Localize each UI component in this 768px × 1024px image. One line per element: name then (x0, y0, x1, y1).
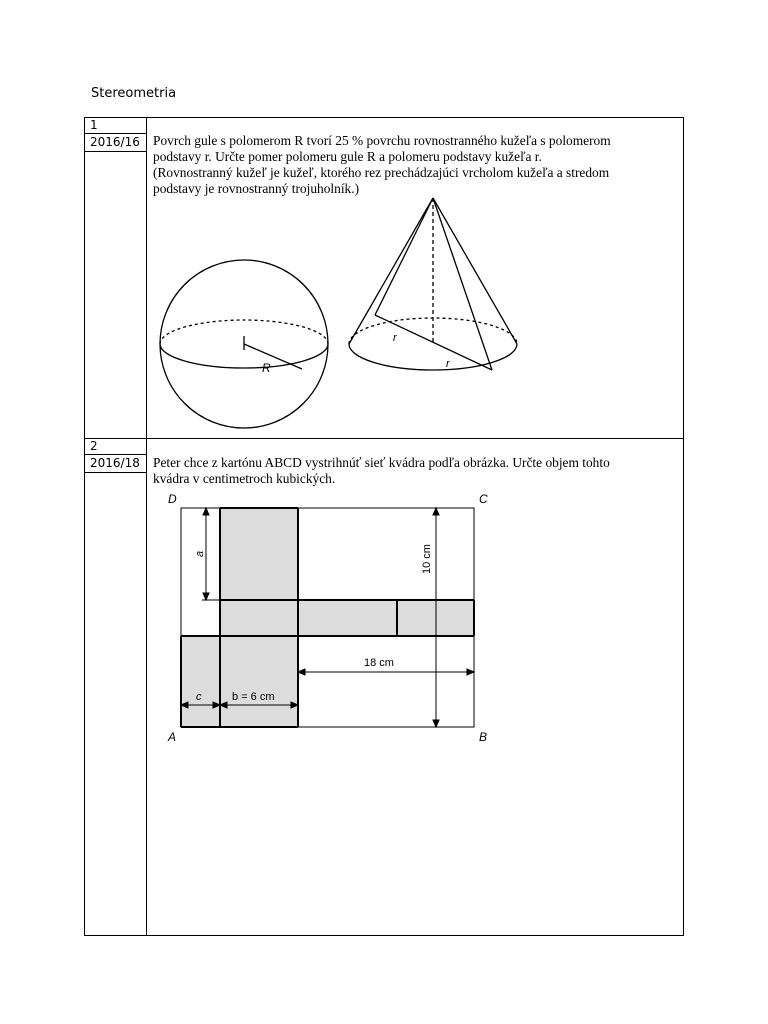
arrow-head (298, 669, 305, 675)
dim-a-label: a (194, 550, 206, 557)
net-face (181, 636, 220, 727)
sphere-radius-label: R (262, 361, 271, 375)
problem-text-line: podstavy r. Určte pomer polomeru gule R a polomeru podstavy kužeľa r. (153, 149, 542, 164)
net-faces (181, 508, 474, 727)
problem-text-line: Povrch gule s polomerom R tvorí 25 % povrchu rovnostranného kužeľa s polomerom (153, 133, 611, 148)
arrow-head (433, 508, 439, 515)
arrow-head (467, 669, 474, 675)
problem-text-line: (Rovnostranný kužeľ je kužeľ, ktorého rez prechádzajúci vrcholom kužeľa a stredom (153, 165, 610, 180)
dim-c-label: c (196, 691, 202, 703)
page-title: Stereometria (91, 86, 177, 101)
arrow-head (433, 720, 439, 727)
corner-label-c: C (479, 492, 488, 506)
dim-b-label: b = 6 cm (232, 691, 275, 703)
problem-number: 1 (90, 118, 98, 132)
arrow-head (203, 508, 209, 515)
corner-label-d: D (168, 492, 177, 506)
dim-width-label: 18 cm (364, 657, 394, 669)
problem-code: 2016/18 (90, 456, 140, 470)
dim-height-label: 10 cm (421, 544, 433, 574)
corner-label-a: A (168, 730, 177, 744)
cone-slant-label: r (393, 332, 397, 344)
problem-code: 2016/16 (90, 135, 140, 149)
cone-base-label: r (446, 358, 450, 370)
problem-text-line: Peter chce z kartónu ABCD vystrihnúť sieť kvádra podľa obrázka. Určte objem tohto (153, 455, 610, 470)
problem-text-line: kvádra v centimetroch kubických. (153, 471, 336, 486)
corner-label-b: B (479, 730, 488, 744)
problem-text-line: podstavy je rovnostranný trojuholník.) (153, 181, 360, 196)
problem-number: 2 (90, 439, 98, 453)
arrow-head (203, 593, 209, 600)
